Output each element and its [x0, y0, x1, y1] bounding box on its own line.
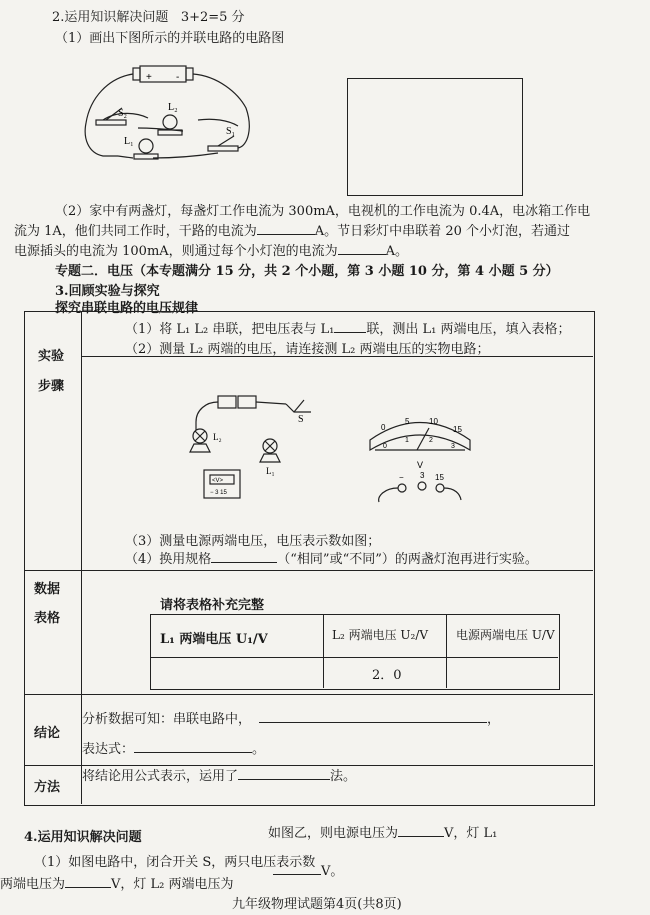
term-minus: −	[399, 473, 404, 482]
step3: （3）测量电源两端电压，电压表示数如图；	[125, 534, 381, 549]
conclusion-label: 结论	[34, 726, 61, 741]
section2-q1: （1）画出下图所示的并联电路的电路图	[55, 31, 285, 46]
dial-top-10: 10	[429, 417, 438, 426]
method-label: 方法	[34, 780, 61, 795]
conclusion-line1: 分析数据可知：串联电路中， ，	[82, 712, 501, 727]
steps-label-1: 实验	[38, 349, 65, 364]
table-header-u: 电源两端电压 U/V	[456, 628, 555, 642]
step4: （4）换用规格 （“相同”或“不同”）的两盏灯泡再进行实验。	[125, 552, 538, 567]
section2-q2-line1: （2）家中有两盏灯，每盏灯工作电流为 300mA，电视机的工作电流为 0.4A，电冰箱工作电	[55, 204, 591, 219]
steps-label-2: 步骤	[38, 379, 65, 394]
parallel-circuit-figure	[78, 58, 258, 173]
step2: （2）测量 L₂ 两端的电压，请连接测 L₂ 两端电压的实物电路；	[125, 342, 490, 357]
label-l2: L₂	[168, 102, 178, 113]
data-label-2: 表格	[34, 611, 61, 626]
table-cell-u2: 2．0	[372, 668, 402, 683]
section2-q2-line2: 流为 1A，他们共同工作时，干路的电流为 A。节日彩灯中串联着 20 个小灯泡，若通过	[14, 224, 570, 239]
circuit-drawing-box[interactable]	[347, 78, 523, 196]
section4-q1: （1）如图电路中，闭合开关 S，两只电压表示数	[34, 855, 316, 870]
page-footer: 九年级物理试题第4页(共8页)	[232, 897, 402, 912]
blank-l1-voltage[interactable]	[65, 875, 111, 888]
blank-expression[interactable]	[134, 740, 252, 753]
dial-bottom-1: 1	[405, 437, 409, 444]
section4-line1-end: 如图乙，则电源电压为 V，灯 L₁	[268, 826, 498, 841]
dial-top-15: 15	[453, 425, 462, 434]
section2-title: 2.运用知识解决问题 3+2=5 分	[52, 10, 245, 25]
dial-bottom-3: 3	[451, 443, 455, 450]
section3-title: 3.回顾实验与探究	[55, 284, 160, 299]
step1: （1）将 L₁ L₂ 串联，把电压表与 L₁ 联，测出 L₁ 两端电压，填入表格；	[125, 322, 571, 337]
dial-top-0: 0	[381, 423, 386, 432]
section2-q2-line3: 电源插头的电流为 100mA，则通过每个小灯泡的电流为 A。	[14, 244, 409, 259]
label-l1b: L₁	[266, 466, 275, 476]
blank-l2-voltage-top[interactable]	[273, 862, 321, 875]
dial-unit: V	[417, 460, 424, 470]
meter-terms-text: − 3 15	[210, 490, 227, 496]
table-prompt: 请将表格补充完整	[160, 598, 265, 613]
topic2-title: 专题二．电压（本专题满分 15 分，共 2 个小题，第 3 小题 10 分，第 4 小题 5 分）	[55, 264, 559, 279]
battery-minus: -	[176, 72, 180, 83]
term-3: 3	[420, 471, 425, 480]
voltmeter-dial	[365, 410, 475, 510]
table-cell-u[interactable]	[452, 663, 552, 679]
label-switch-s: S	[298, 414, 304, 425]
dial-top-5: 5	[405, 417, 410, 426]
blank-connection[interactable]	[334, 320, 366, 333]
dial-bottom-2: 2	[429, 437, 433, 444]
blank-spec[interactable]	[211, 550, 277, 563]
meter-face-text: <V>	[212, 478, 224, 484]
blank-method[interactable]	[238, 767, 330, 780]
table-header-u2: L₂ 两端电压 U₂/V	[332, 628, 429, 642]
cell-1	[218, 396, 236, 408]
blank-source-voltage[interactable]	[398, 824, 444, 837]
data-label-1: 数据	[34, 582, 61, 597]
table-cell-u1[interactable]	[166, 663, 316, 679]
label-l2b: L₂	[213, 432, 222, 442]
section4-title: 4.运用知识解决问题	[24, 830, 142, 845]
blank-main-current[interactable]	[257, 222, 315, 235]
battery-plus: +	[146, 72, 152, 83]
section3-subtitle: 探究串联电路的电压规律	[55, 301, 199, 316]
label-s2: S₂	[118, 108, 128, 119]
blank-conclusion[interactable]	[259, 710, 487, 723]
cell-2	[238, 396, 256, 408]
section4-q1-l2: V。	[145, 860, 343, 879]
label-l1: L₁	[124, 136, 134, 147]
label-s1: S₁	[226, 126, 236, 137]
dial-bottom-0: 0	[383, 443, 387, 450]
blank-bulb-current[interactable]	[338, 242, 386, 255]
section4-line3: 两端电压为 V，灯 L₂ 两端电压为	[0, 877, 234, 892]
real-circuit-figure	[186, 390, 316, 510]
table-header-u1: L₁ 两端电压 U₁/V	[160, 632, 268, 647]
term-15: 15	[435, 473, 444, 482]
conclusion-line2: 表达式： 。	[82, 742, 266, 757]
method-line: 将结论用公式表示，运用了 法。	[82, 769, 357, 784]
